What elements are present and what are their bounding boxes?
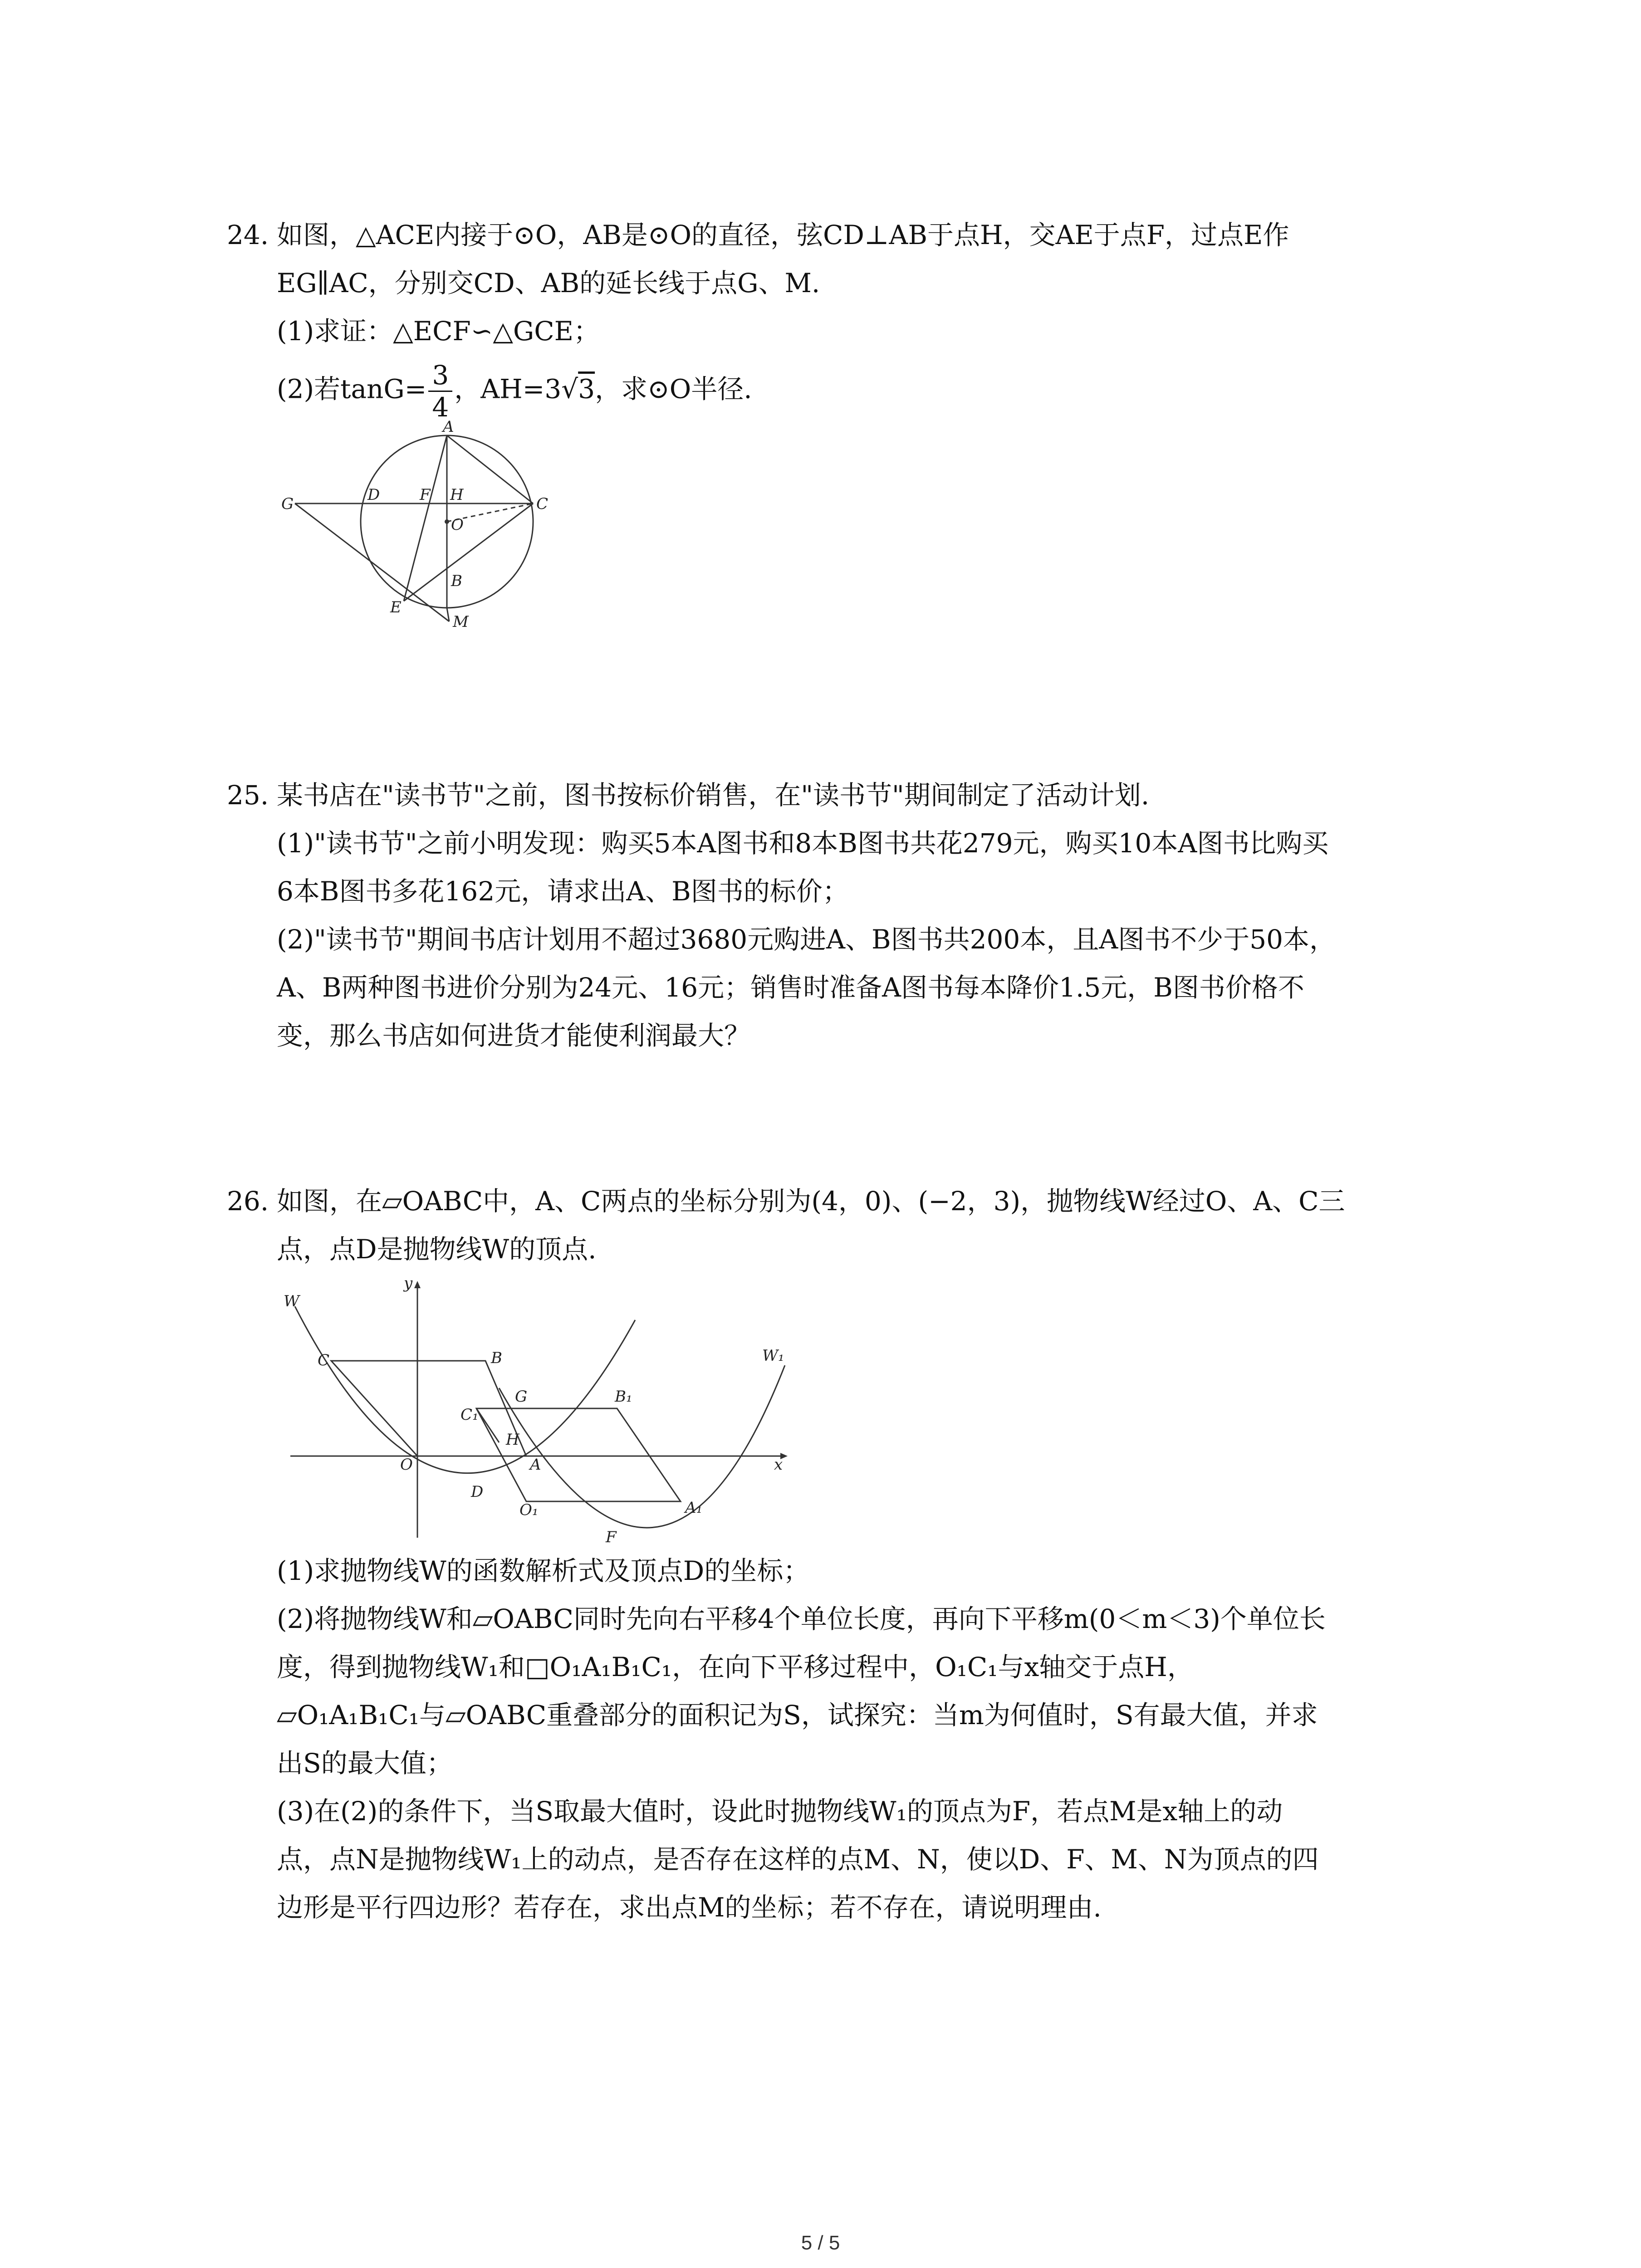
problem-text: 如图，△ACE内接于⊙O，AB是⊙O的直径，弦CD⊥AB于点H，交AE于点F，过点E作 — [277, 220, 1289, 250]
segment-c1-h — [476, 1408, 499, 1442]
label-f: F — [606, 1528, 617, 1546]
problem-line: 边形是平行四边形？若存在，求出点M的坐标；若不存在，请说明理由. — [277, 1892, 1102, 1923]
problem-line: A、B两种图书进价分别为24元、16元；销售时准备A图书每本降价1.5元，B图书价格不 — [277, 972, 1304, 1003]
parabola-w — [295, 1306, 635, 1473]
y-axis-arrow — [414, 1281, 421, 1288]
problem-24 — [227, 211, 1461, 423]
circle-figure — [281, 418, 554, 631]
label-c: C — [536, 495, 549, 513]
label-g: G — [281, 495, 294, 513]
fraction-numerator: 3 — [428, 360, 452, 392]
parabola-figure — [281, 1270, 803, 1551]
problem-26-parts — [227, 1547, 1461, 1931]
problem-line: (2)"读书节"期间书店计划用不超过3680元购进A、B图书共200本，且A图书不少于50本， — [277, 924, 1336, 955]
point-o — [445, 519, 449, 524]
label-w1: W₁ — [762, 1347, 784, 1365]
label-b: B — [491, 1349, 502, 1367]
segment-ec — [404, 503, 533, 601]
label-f: F — [420, 486, 431, 504]
label-m: M — [453, 613, 469, 631]
problem-line: 度，得到抛物线W₁和□O₁A₁B₁C₁，在向下平移过程中，O₁C₁与x轴交于点H， — [277, 1652, 1194, 1682]
label-o: O — [451, 516, 464, 534]
problem-line: (1)求证：△ECF∽△GCE； — [277, 316, 600, 347]
label-w: W — [284, 1292, 299, 1310]
segment-gm — [295, 503, 449, 621]
label-b: B — [451, 572, 462, 590]
problem-line: 点，点D是抛物线W的顶点. — [277, 1234, 597, 1265]
problem-line: (1)求抛物线W的函数解析式及顶点D的坐标； — [277, 1555, 810, 1586]
part2-prefix: (2)若tanG= — [277, 373, 427, 405]
problem-line-part2 — [227, 360, 1461, 423]
problem-text: 某书店在"读书节"之前，图书按标价销售，在"读书节"期间制定了活动计划. — [277, 780, 1150, 811]
label-d: D — [367, 486, 380, 504]
problem-line: 6本B图书多花162元，请求出A、B图书的标价； — [277, 876, 849, 907]
problem-line: EG∥AC，分别交CD、AB的延长线于点G、M. — [277, 268, 820, 298]
sqrt-sign: √ — [561, 373, 578, 405]
label-e: E — [390, 598, 402, 616]
problem-text: 如图，在▱OABC中，A、C两点的坐标分别为(4，0)、(−2，3)，抛物线W经过O、A、C三 — [277, 1186, 1345, 1217]
problem-line — [227, 1177, 1461, 1225]
label-d: D — [471, 1483, 484, 1501]
problem-line — [227, 771, 1461, 819]
sqrt-radicand: 3 — [578, 373, 595, 405]
problem-line: 出S的最大值； — [277, 1748, 453, 1779]
parabola-w1 — [499, 1365, 785, 1528]
label-b1: B₁ — [615, 1388, 632, 1406]
problem-line: 变，那么书店如何进货才能使利润最大？ — [277, 1020, 751, 1051]
problem-line: (2)将抛物线W和▱OABC同时先向右平移4个单位长度，再向下平移m(0＜m＜3)个单位长 — [277, 1603, 1326, 1634]
problem-26 — [227, 1177, 1461, 1273]
label-a: A — [530, 1456, 541, 1474]
fraction-denominator: 4 — [432, 392, 449, 423]
problem-line: ▱O₁A₁B₁C₁与▱OABC重叠部分的面积记为S，试探究：当m为何值时，S有最大值，并求 — [277, 1700, 1318, 1730]
problem-number: 26. — [227, 1186, 269, 1217]
fraction — [428, 360, 452, 423]
problem-line: 点，点N是抛物线W₁上的动点，是否存在这样的点M、N，使以D、F、M、N为顶点的四 — [277, 1844, 1319, 1875]
circle-figure-svg — [281, 418, 554, 631]
problem-number: 25. — [227, 780, 269, 811]
label-c: C — [318, 1351, 330, 1369]
problem-line: (1)"读书节"之前小明发现：购买5本A图书和8本B图书共花279元，购买10本A图书比购买 — [277, 828, 1329, 859]
page-number: 5 / 5 — [801, 2232, 840, 2254]
parallelogram-o1a1b1c1 — [476, 1408, 681, 1501]
label-h: H — [506, 1431, 519, 1449]
segment-ae — [404, 435, 447, 601]
part2-suffix: ，求⊙O半径. — [595, 373, 752, 405]
problem-number: 24. — [227, 220, 269, 250]
problem-line: (3)在(2)的条件下，当S取最大值时，设此时抛物线W₁的顶点为F，若点M是x轴上的动 — [277, 1796, 1283, 1827]
label-a1: A₁ — [685, 1499, 703, 1517]
problem-line — [227, 211, 1461, 259]
parabola-figure-svg — [281, 1270, 803, 1551]
label-a: A — [443, 418, 454, 436]
label-g: G — [515, 1388, 528, 1406]
label-o1: O₁ — [519, 1501, 539, 1519]
label-o: O — [400, 1456, 413, 1474]
part2-mid: ，AH=3 — [454, 373, 562, 405]
label-y: y — [404, 1274, 413, 1292]
label-x: x — [774, 1456, 783, 1474]
label-c1: C₁ — [460, 1406, 479, 1424]
label-h: H — [450, 486, 464, 504]
problem-25 — [227, 771, 1461, 1060]
